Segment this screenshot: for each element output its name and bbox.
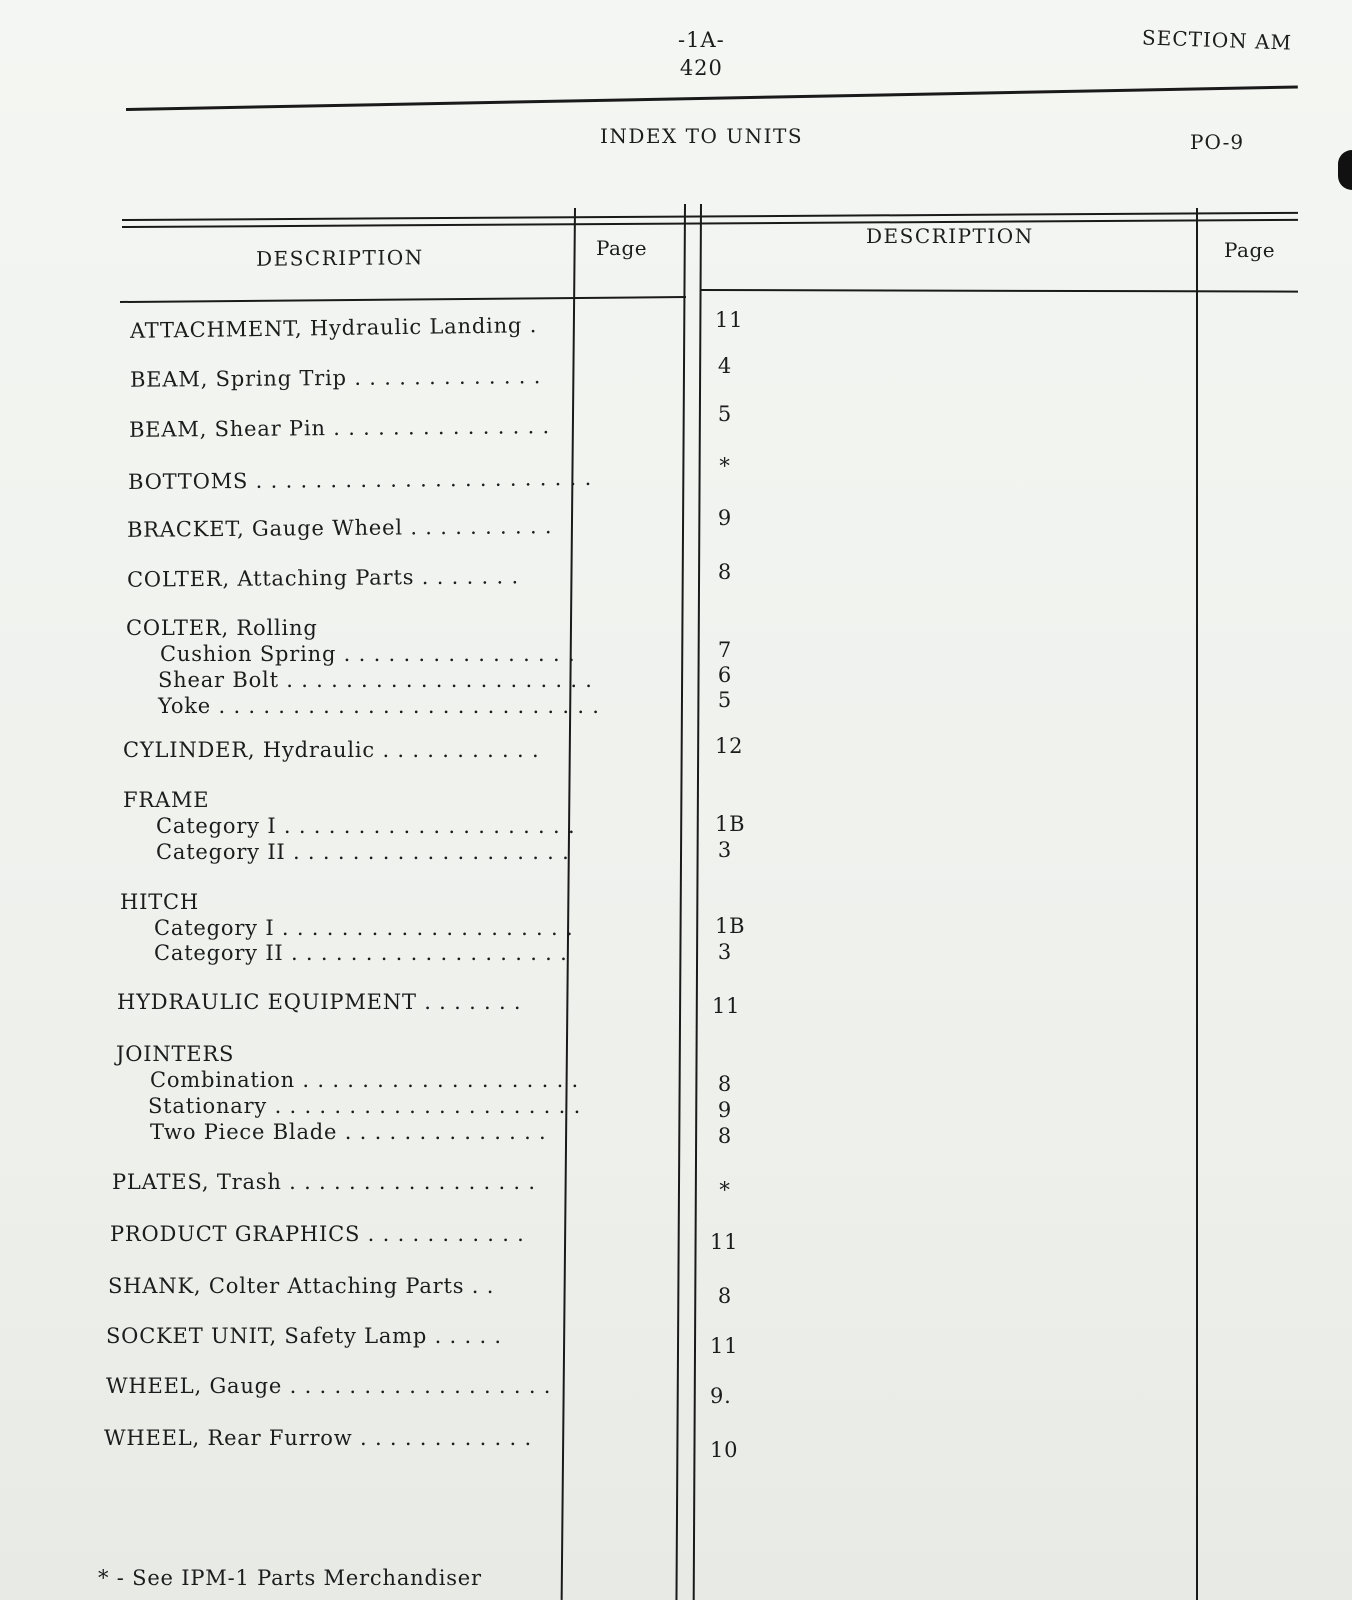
entry-label: BRACKET, Gauge Wheel . . . . . . . . . . bbox=[126, 514, 553, 542]
section-label: SECTION AM bbox=[1141, 25, 1293, 55]
column-divider-3 bbox=[693, 204, 702, 1600]
entry-page: 5 bbox=[717, 402, 733, 426]
entry-page: 11 bbox=[712, 994, 741, 1018]
entry-label: COLTER, Attaching Parts . . . . . . . bbox=[126, 564, 519, 592]
entry-page: 6 bbox=[717, 663, 733, 687]
entry-page: 8 bbox=[717, 1072, 733, 1096]
column-divider-2 bbox=[675, 204, 686, 1600]
entry-label: CYLINDER, Hydraulic . . . . . . . . . . . bbox=[123, 738, 540, 762]
top-rule bbox=[126, 86, 1298, 111]
entry-label: PRODUCT GRAPHICS . . . . . . . . . . . bbox=[110, 1222, 525, 1246]
entry-page: 11 bbox=[710, 1334, 739, 1358]
column-header-page-left: Page bbox=[596, 236, 648, 260]
entry-page: 1B bbox=[715, 812, 746, 836]
entry-sub-label: Category II . . . . . . . . . . . . . . . . . . . bbox=[154, 941, 568, 965]
footnote: * - See IPM-1 Parts Merchandiser bbox=[98, 1566, 482, 1590]
entry-label: HITCH bbox=[120, 890, 199, 914]
entry-sub-label: Category II . . . . . . . . . . . . . . . . . . . bbox=[156, 840, 570, 864]
entry-page: 4 bbox=[717, 354, 733, 378]
entry-label: WHEEL, Rear Furrow . . . . . . . . . . . . bbox=[104, 1426, 532, 1450]
entry-label: ATTACHMENT, Hydraulic Landing . bbox=[129, 313, 538, 343]
entry-sub-label: Stationary . . . . . . . . . . . . . . . . . . . . . bbox=[148, 1094, 582, 1118]
entry-page: 12 bbox=[715, 734, 744, 758]
page-marker: -1A- bbox=[678, 28, 725, 52]
entry-label: BEAM, Shear Pin . . . . . . . . . . . . . . . bbox=[128, 414, 551, 442]
entry-sub-label: Yoke . . . . . . . . . . . . . . . . . . . . . . . . . . bbox=[158, 694, 600, 718]
entry-page: 9 bbox=[717, 506, 733, 530]
entry-sub-label: Shear Bolt . . . . . . . . . . . . . . . . . . . . . bbox=[158, 668, 593, 692]
entry-page: * bbox=[719, 1178, 731, 1202]
entry-label: PLATES, Trash . . . . . . . . . . . . . . . . . bbox=[112, 1170, 536, 1194]
entry-page: 3 bbox=[717, 940, 733, 964]
entry-label: WHEEL, Gauge . . . . . . . . . . . . . . . . . . bbox=[106, 1374, 552, 1398]
entry-page: 3 bbox=[717, 838, 733, 862]
column-header-description-right: DESCRIPTION bbox=[866, 224, 1034, 248]
table-header-rule-right bbox=[700, 289, 1298, 293]
entry-page: 11 bbox=[710, 1230, 739, 1254]
binding-hole-mark bbox=[1338, 150, 1352, 190]
page-number: 420 bbox=[679, 56, 723, 80]
entry-page: 1B bbox=[715, 914, 746, 938]
entry-page: 8 bbox=[717, 560, 733, 584]
column-header-page-right: Page bbox=[1224, 238, 1276, 262]
entry-label: BOTTOMS . . . . . . . . . . . . . . . . . . . . . . . bbox=[127, 465, 593, 495]
entry-sub-label: Two Piece Blade . . . . . . . . . . . . . . bbox=[150, 1120, 547, 1144]
entry-page: 9. bbox=[710, 1384, 732, 1408]
entry-page: 8 bbox=[717, 1124, 733, 1148]
index-title: INDEX TO UNITS bbox=[600, 124, 804, 148]
entry-label: COLTER, Rolling bbox=[126, 616, 318, 640]
column-divider-4 bbox=[1196, 208, 1198, 1600]
table-header-rule-left bbox=[120, 296, 686, 303]
entry-page: 9 bbox=[717, 1098, 733, 1122]
entry-label: FRAME bbox=[123, 788, 210, 812]
entry-label: SOCKET UNIT, Safety Lamp . . . . . bbox=[106, 1324, 502, 1348]
entry-sub-label: Category I . . . . . . . . . . . . . . . . . . . . bbox=[156, 814, 576, 838]
entry-label: JOINTERS bbox=[116, 1042, 235, 1066]
entry-sub-label: Combination . . . . . . . . . . . . . . . . . . . bbox=[150, 1068, 580, 1092]
entry-page: 8 bbox=[717, 1284, 733, 1308]
column-header-description-left: DESCRIPTION bbox=[255, 245, 424, 271]
entry-label: BEAM, Spring Trip . . . . . . . . . . . . . bbox=[129, 364, 542, 392]
entry-page: 5 bbox=[717, 688, 733, 712]
entry-page: 11 bbox=[715, 308, 744, 332]
column-divider-1 bbox=[561, 208, 576, 1600]
page-header-number bbox=[678, 26, 725, 82]
entry-sub-label: Category I . . . . . . . . . . . . . . . . . . . . bbox=[154, 916, 574, 940]
entry-page: 7 bbox=[717, 638, 733, 662]
document-code: PO-9 bbox=[1190, 130, 1245, 154]
table-top-rule-2 bbox=[122, 219, 1298, 228]
entry-page: 10 bbox=[710, 1438, 739, 1462]
entry-sub-label: Cushion Spring . . . . . . . . . . . . . . . . bbox=[160, 642, 576, 666]
entry-page: * bbox=[719, 454, 731, 478]
entry-label: SHANK, Colter Attaching Parts . . bbox=[108, 1274, 495, 1298]
entry-label: HYDRAULIC EQUIPMENT . . . . . . . bbox=[117, 990, 522, 1014]
